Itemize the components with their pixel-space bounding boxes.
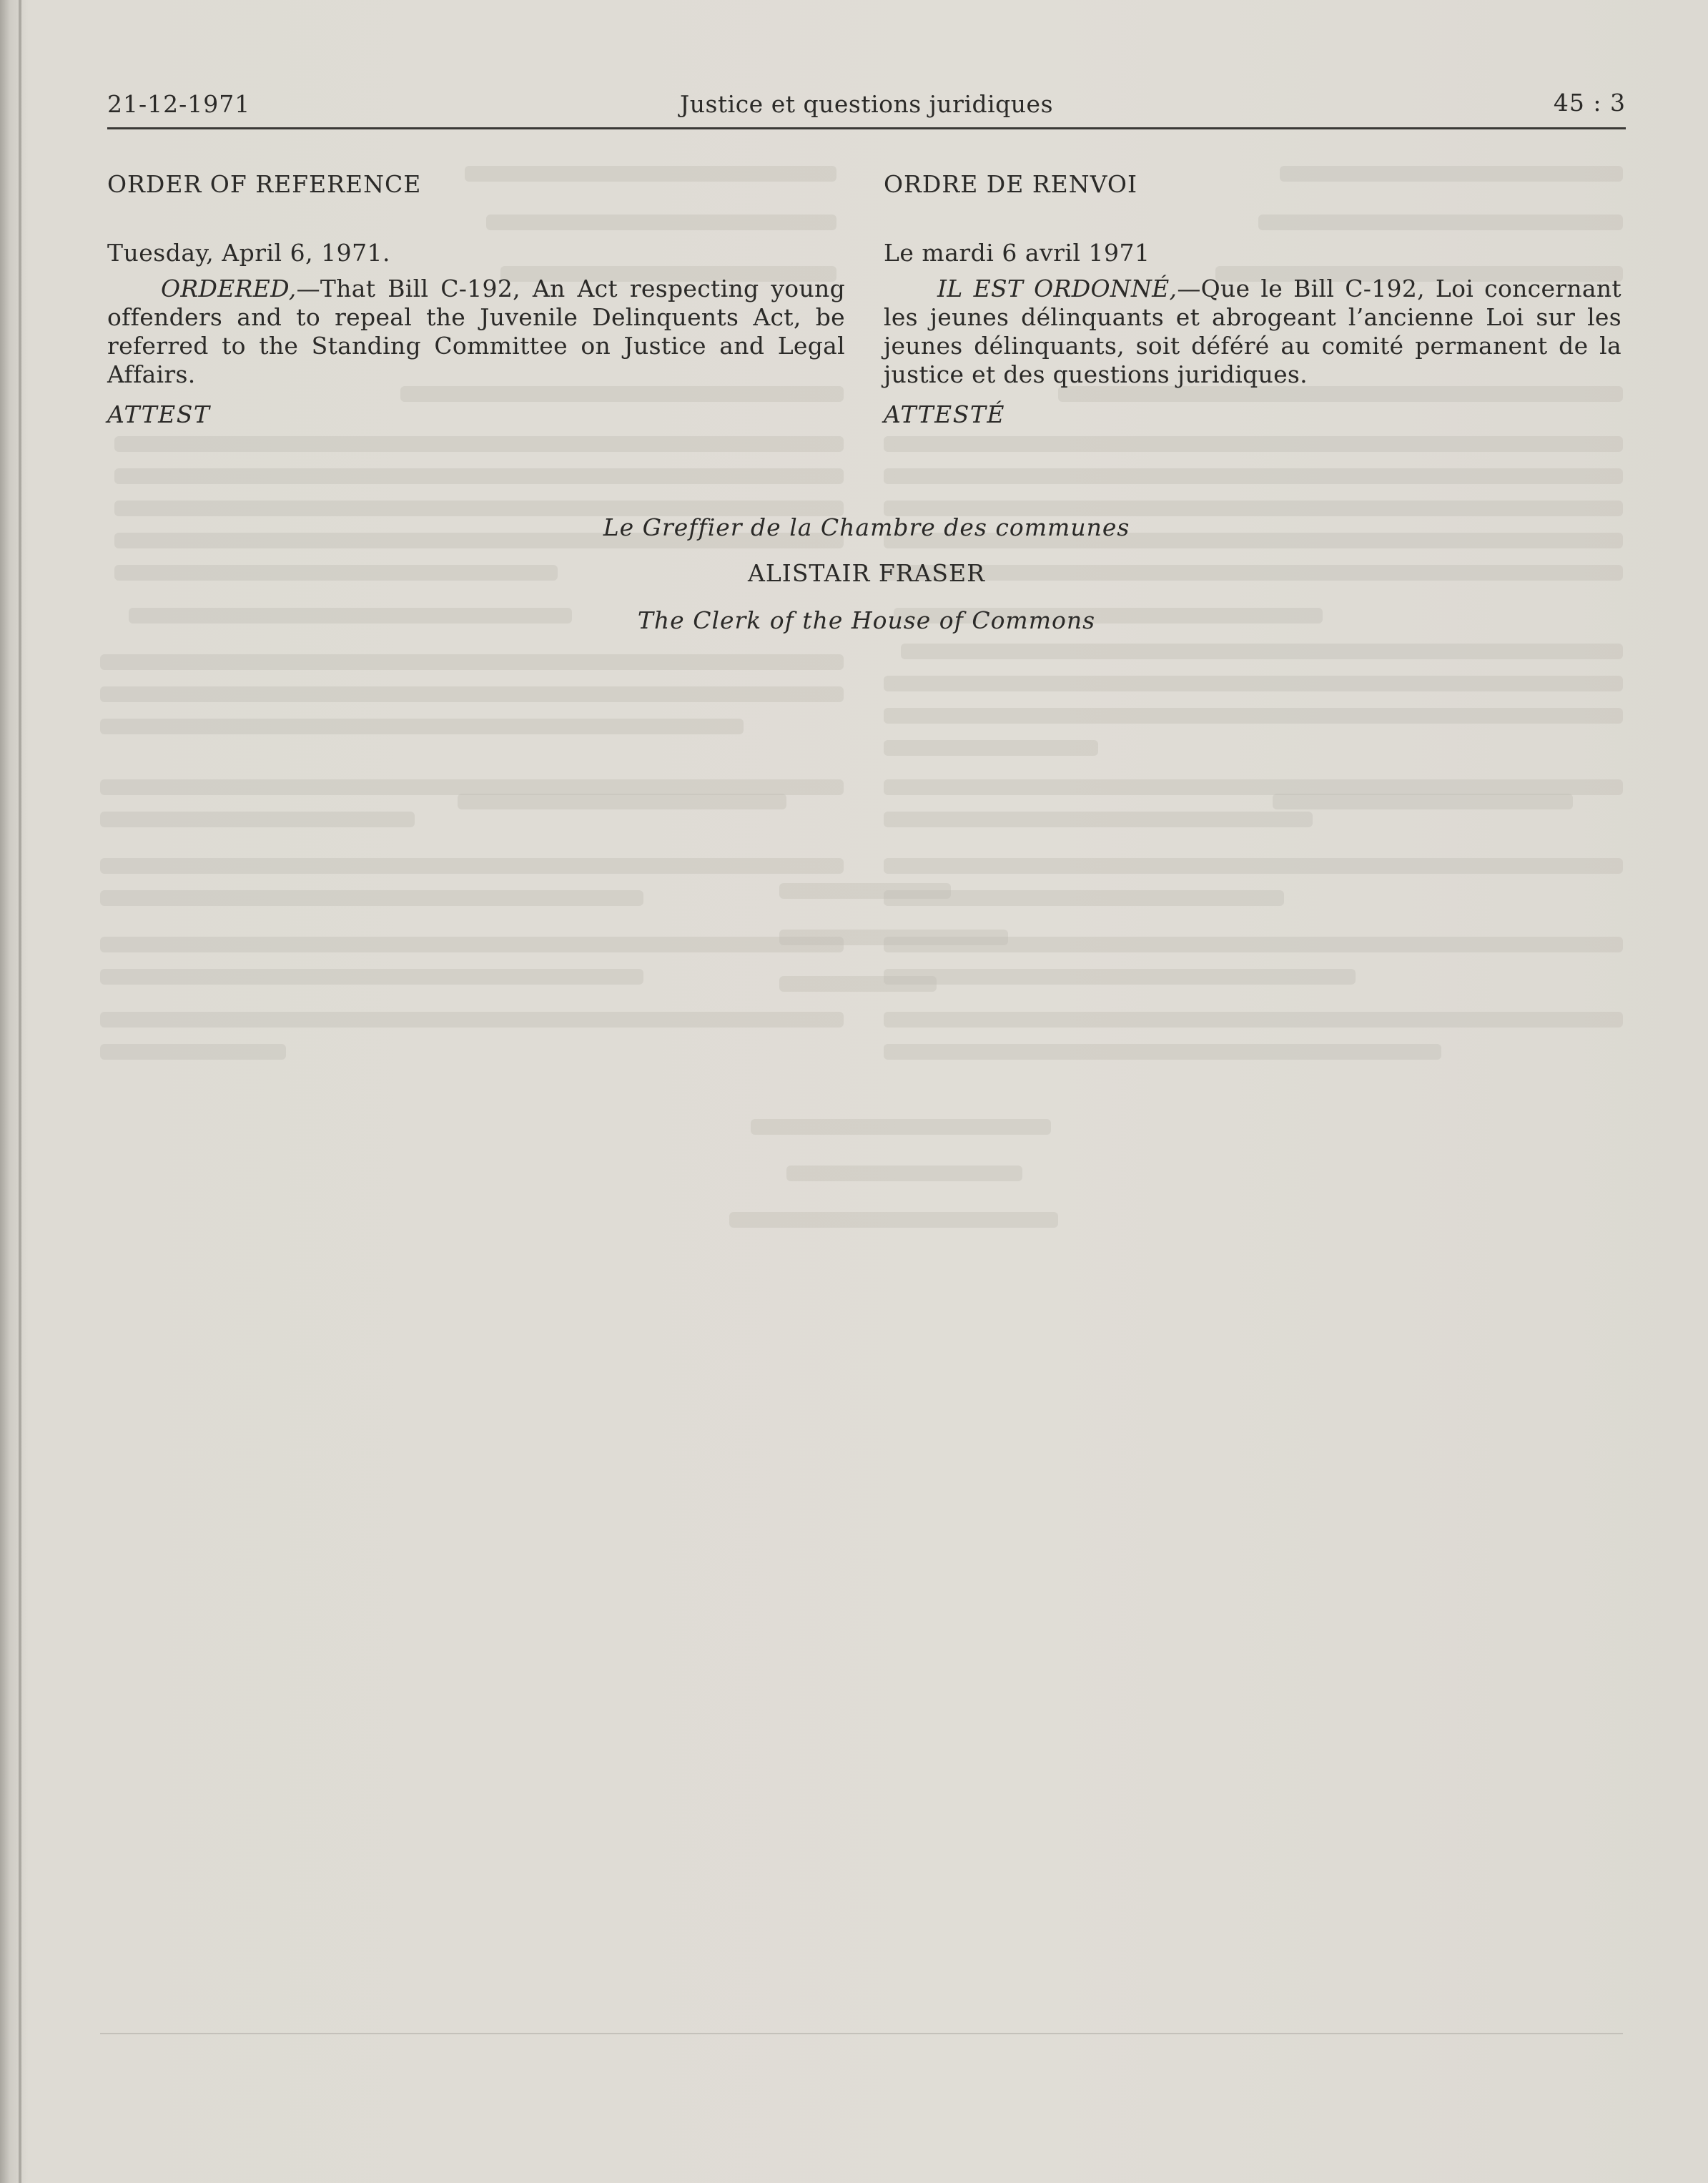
french-ordered-label: IL EST ORDONNÉ, — [937, 275, 1178, 302]
show-through-rule — [100, 2033, 1623, 2034]
french-order-paragraph — [884, 275, 1621, 389]
french-date: Le mardi 6 avril 1971 — [884, 239, 1150, 267]
english-order-paragraph — [107, 275, 845, 389]
signature-french-title: Le Greffier de la Chambre des communes — [603, 513, 1130, 541]
french-attest: ATTESTÉ — [884, 400, 1005, 428]
signature-english-title: The Clerk of the House of Commons — [637, 606, 1096, 634]
english-attest: ATTEST — [107, 400, 211, 428]
english-date: Tuesday, April 6, 1971. — [107, 239, 391, 267]
english-ordered-text: —That Bill C-192, An Act respecting young offenders and to repeal the Juvenile Delinquents Act, be referred to the Standing Committee on Justice and Legal Affairs. — [107, 275, 845, 388]
french-column — [884, 170, 1621, 429]
english-column — [107, 170, 845, 429]
header-title: Justice et questions juridiques — [679, 90, 1054, 118]
english-ordered-label: ORDERED, — [161, 275, 297, 302]
binding-edge — [19, 0, 21, 2183]
french-heading: ORDRE DE RENVOI — [884, 170, 1137, 198]
page-number: 45 : 3 — [1553, 89, 1626, 117]
header-date: 21-12-1971 — [107, 90, 251, 118]
french-ordered-text: —Que le Bill C-192, Loi concernant les jeunes délinquants et abrogeant l’ancienne Loi sur les jeunes délinquants, soit déféré au comité permanent de la justice et des questions juridiques. — [884, 275, 1621, 388]
running-header — [107, 84, 1626, 129]
signature-name: ALISTAIR FRASER — [748, 559, 985, 587]
english-heading: ORDER OF REFERENCE — [107, 170, 422, 198]
